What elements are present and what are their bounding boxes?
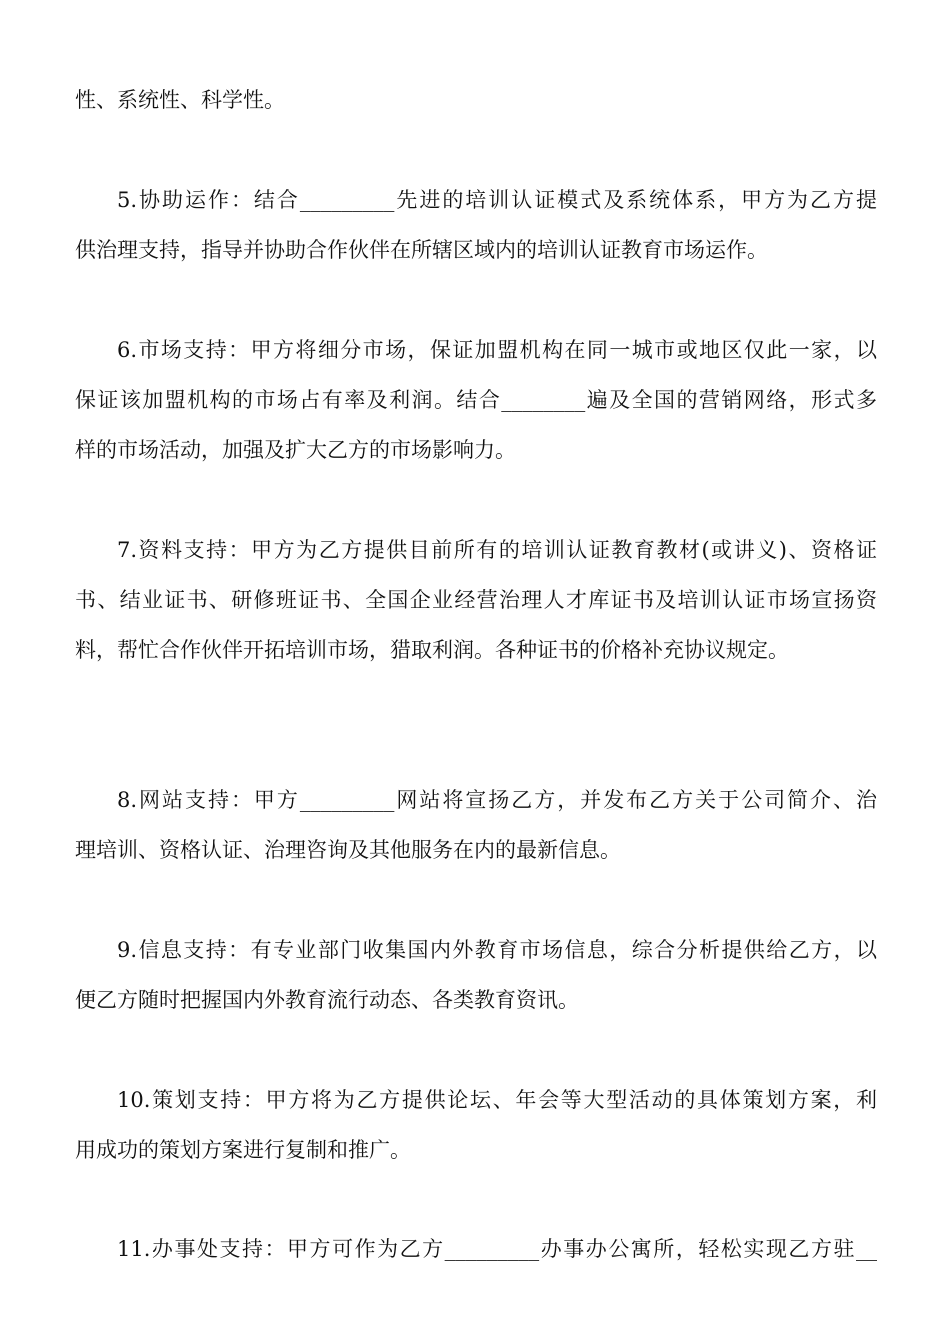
text-line: 供治理支持，指导并协助合作伙伴在所辖区域内的培训认证教育市场运作。 [75, 238, 768, 262]
text-line: 样的市场活动，加强及扩大乙方的市场影响力。 [75, 438, 516, 462]
text-line: 6.市场支持：甲方将细分市场，保证加盟机构在同一城市或地区仅此一家，以 [117, 338, 877, 362]
text-line: 7.资料支持：甲方为乙方提供目前所有的培训认证教育教材(或讲义)、资格证 [117, 538, 877, 562]
text-line: 5.协助运作：结合_________先进的培训认证模式及系统体系，甲方为乙方提 [117, 188, 877, 212]
text-line: 便乙方随时把握国内外教育流行动态、各类教育资讯。 [75, 988, 579, 1012]
text-line: 性、系统性、科学性。 [75, 88, 285, 112]
text-line: 用成功的策划方案进行复制和推广。 [75, 1138, 411, 1162]
text-line: 理培训、资格认证、治理咨询及其他服务在内的最新信息。 [75, 838, 621, 862]
text-line: 保证该加盟机构的市场占有率及利润。结合________遍及全国的营销网络，形式多 [75, 388, 877, 412]
text-line: 料，帮忙合作伙伴开拓培训市场，猎取利润。各种证书的价格补充协议规定。 [75, 638, 789, 662]
text-line: 书、结业证书、研修班证书、全国企业经营治理人才库证书及培训认证市场宣扬资 [75, 588, 877, 612]
text-line: 11.办事处支持：甲方可作为乙方_________办事办公寓所，轻松实现乙方驻__ [117, 1237, 877, 1261]
text-line: 10.策划支持：甲方将为乙方提供论坛、年会等大型活动的具体策划方案，利 [117, 1088, 877, 1112]
text-line: 9.信息支持：有专业部门收集国内外教育市场信息，综合分析提供给乙方，以 [117, 938, 877, 962]
text-line: 8.网站支持：甲方_________网站将宣扬乙方，并发布乙方关于公司简介、治 [117, 788, 877, 812]
